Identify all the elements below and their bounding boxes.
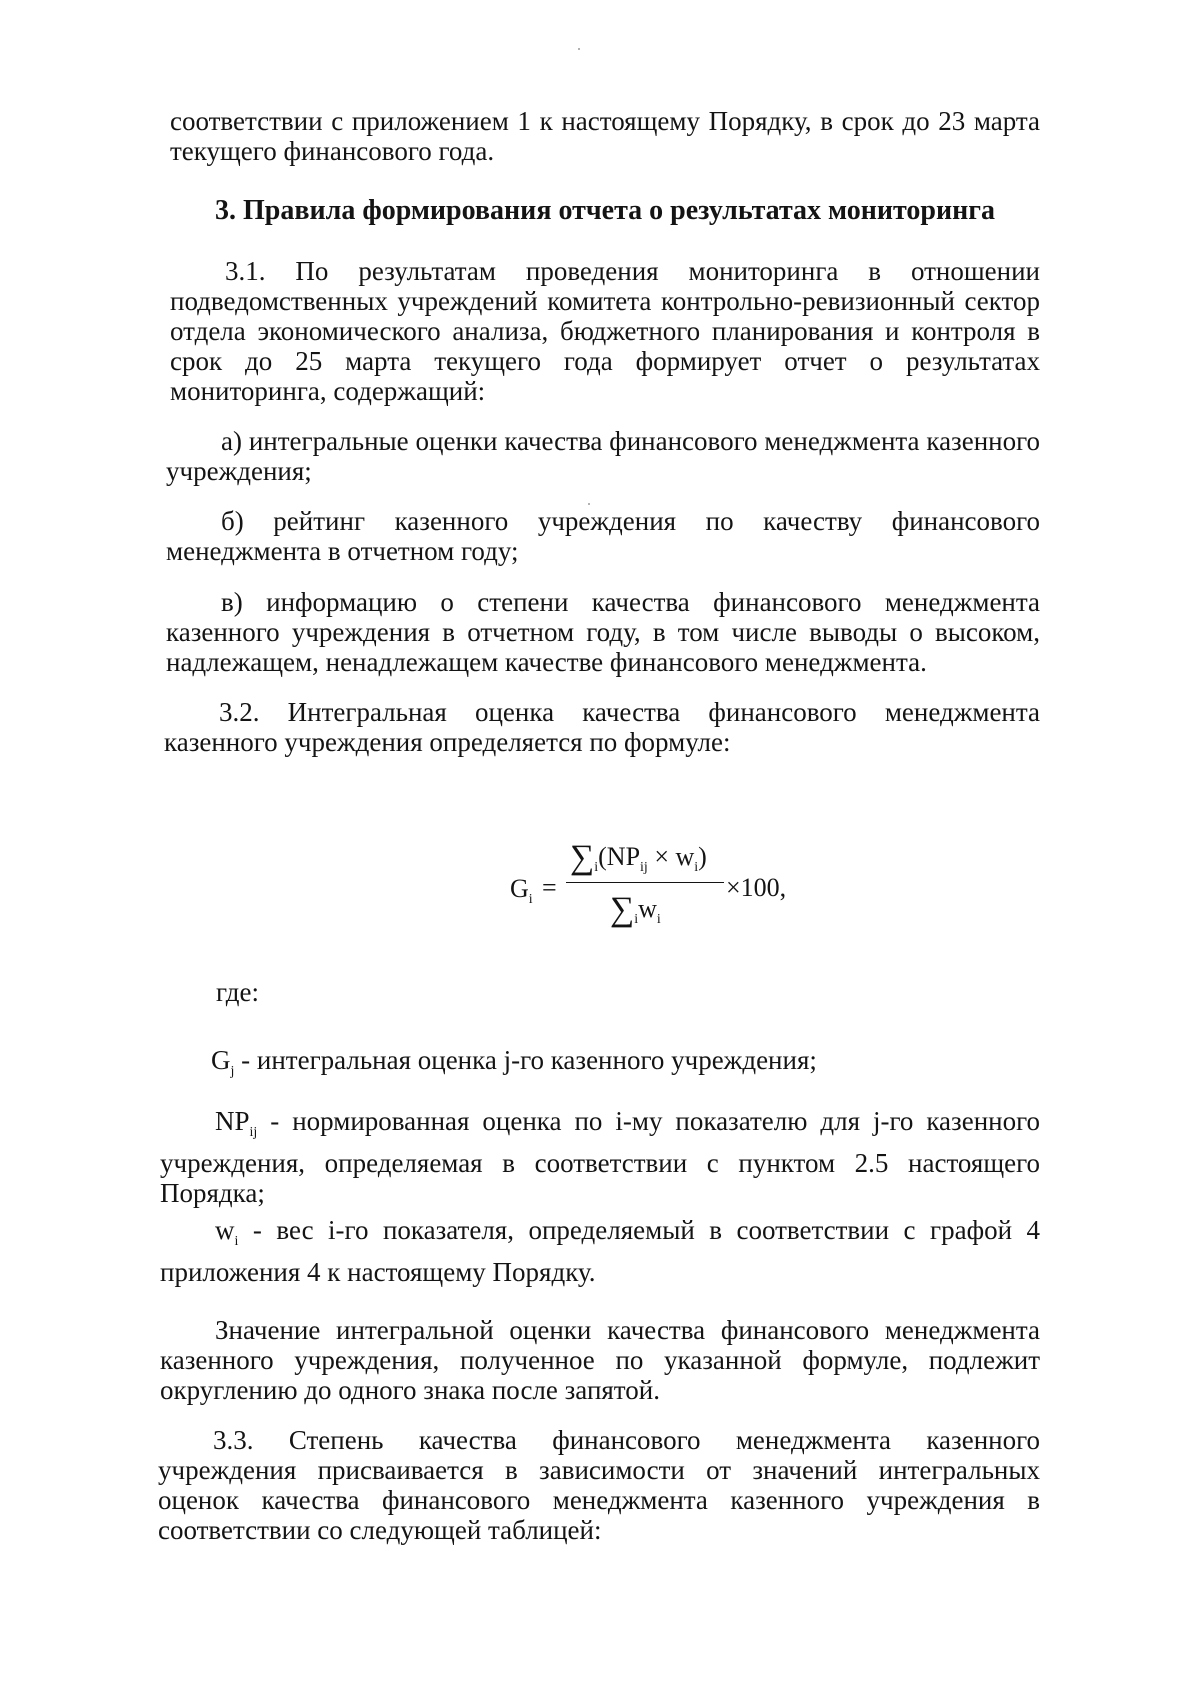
paragraph-rounding: Значение интегральной оценки качества финансового менеджмента казенного учреждения, полученное по указанной формуле, подлежит округлению до одного знака после запятой.	[160, 1315, 1040, 1405]
definition-w: $w_i$ - вес i-го показателя, определяемый в соответствии с графой 4 приложения 4 к настоящему Порядку.	[160, 1215, 1040, 1287]
formula-denominator: $\sum_iw_i$	[610, 891, 661, 928]
definition-g: $G_j$ - интегральная оценка j-го казенного учреждения;	[211, 1045, 817, 1079]
section-heading: 3. Правила формирования отчета о результатах мониторинга	[215, 195, 995, 226]
formula-numerator: $\sum_i(NP_{ij} \times w_i)$	[570, 839, 707, 876]
sum-symbol-icon: ∑	[610, 891, 635, 928]
paragraph-continuation: соответствии с приложением 1 к настоящему Порядку, в срок до 23 марта текущего финансового года.	[170, 106, 1040, 166]
integral-score-formula	[480, 840, 820, 940]
sum-symbol-icon: ∑	[570, 839, 595, 876]
scan-speck	[588, 503, 590, 505]
formula-equals: =	[542, 873, 557, 902]
formula-multiplier: ×100,	[726, 873, 787, 902]
paragraph-3-1: 3.1. По результатам проведения мониторинга в отношении подведомственных учреждений комитета контрольно-ревизионный сектор отдела экономического анализа, бюджетного планирования и контроля в срок до 25 марта текущего года формирует отчет о результатах мониторинга, содержащий:	[170, 256, 1040, 406]
list-item-a: а) интегральные оценки качества финансового менеджмента казенного учреждения;	[166, 426, 1040, 486]
scan-speck	[578, 48, 580, 50]
list-item-b: б) рейтинг казенного учреждения по качеству финансового менеджмента в отчетном году;	[166, 506, 1040, 566]
list-item-v: в) информацию о степени качества финансового менеджмента казенного учреждения в отчетном году, в том числе выводы о высоком, надлежащем, ненадлежащем качестве финансового менеджмента.	[166, 587, 1040, 677]
definition-np: $NP_{ij}$ - нормированная оценка по i-му показателю для j-го казенного учреждения, определяемая в соответствии с пунктом 2.5 настоящего Порядка;	[160, 1106, 1040, 1208]
paragraph-3-3: 3.3. Степень качества финансового менеджмента казенного учреждения присваивается в зависимости от значений интегральных оценок качества финансового менеджмента казенного учреждения в соответствии со следующей таблицей:	[158, 1425, 1040, 1545]
fraction-bar	[566, 882, 724, 883]
formula-lhs: $G_i$	[510, 874, 533, 907]
paragraph-3-2: 3.2. Интегральная оценка качества финансового менеджмента казенного учреждения определяется по формуле:	[164, 697, 1040, 757]
where-label: где:	[216, 977, 259, 1007]
